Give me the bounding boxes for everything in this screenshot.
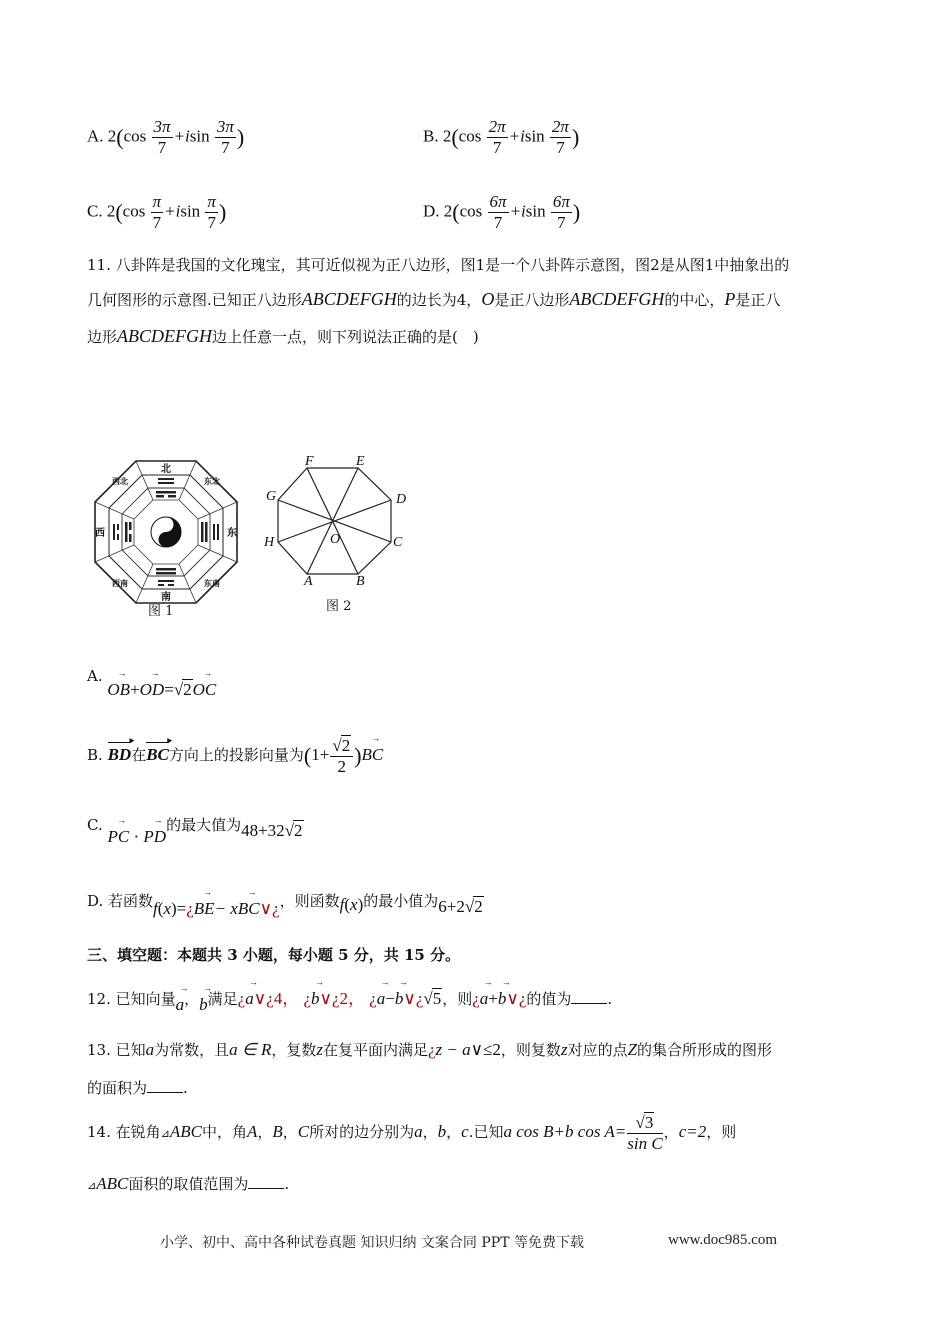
svg-text:G: G bbox=[266, 489, 277, 504]
bagua-diagram bbox=[92, 458, 240, 608]
svg-text:D: D bbox=[396, 492, 407, 507]
question-13-line2: 的面积为 . bbox=[87, 1079, 188, 1097]
svg-text:B: B bbox=[356, 574, 365, 589]
q10-option-d: D. 2(cos $\frac{6\pi}{7}$ +isin $\frac{6\pi}{7}$ ) bbox=[423, 192, 581, 232]
q11-option-c: C. → PC · → PD的最大值为48+32√2 bbox=[87, 814, 304, 835]
svg-text:F: F bbox=[305, 454, 314, 469]
svg-text:西: 西 bbox=[95, 528, 105, 539]
option-label: A. 2 bbox=[87, 126, 117, 146]
answer-blank bbox=[571, 989, 607, 1004]
q11-option-d: D. 若函数f(x)=¿→ BE− x→ BC∨¿，则函数f(x)的最小值为6+2√2 bbox=[87, 890, 484, 911]
q10-option-b: B. 2(cos $\frac{2\pi}{7}$ +isin $\frac{2\pi}{7}$ ) bbox=[423, 117, 580, 157]
svg-text:O: O bbox=[330, 532, 341, 547]
q11-option-a: A. → OB+→ OD=√2→ OC bbox=[87, 665, 216, 686]
answer-blank bbox=[248, 1174, 284, 1189]
svg-text:东南: 东南 bbox=[204, 579, 220, 588]
q11-line1: 11. 八卦阵是我国的文化瑰宝，其可近似视为正八边形，图1是一个八卦阵示意图，图2是从图1中抽象出的 bbox=[87, 256, 790, 274]
svg-text:E: E bbox=[356, 454, 365, 469]
answer-blank bbox=[147, 1078, 183, 1093]
svg-text:西南: 西南 bbox=[112, 579, 128, 588]
figure-2-caption: 图 2 bbox=[326, 599, 352, 614]
svg-text:南: 南 bbox=[161, 592, 171, 603]
footer-text: 小学、初中、高中各种试卷真题 知识归纳 文案合同 PPT 等免费下载 bbox=[160, 1235, 584, 1251]
svg-text:西北: 西北 bbox=[112, 477, 128, 486]
figure-1-bagua bbox=[92, 458, 240, 608]
question-13-line1: 13. 已知a为常数，且a ∈ R，复数z在复平面内满足¿z − a∨≤2，则复数z对应的点Z的集合所形成的图形 bbox=[87, 1040, 773, 1059]
figure-2-octagon bbox=[258, 450, 418, 590]
svg-text:东: 东 bbox=[227, 528, 237, 539]
q10-option-a: A. 2(cos $\frac{3\pi}{7}$ +isin $\frac{3\pi}{7}$ ) bbox=[87, 117, 245, 157]
q11-line3: 边形ABCDEFGH边上任意一点，则下列说法正确的是( ) bbox=[87, 326, 479, 346]
svg-text:H: H bbox=[264, 535, 275, 550]
question-12: 12. 已知向量→ a，→ b满足¿→ a∨¿4， ¿→ b∨¿2， ¿→ a−→ b∨¿√5，则¿→ a+→ b∨¿的值为 . bbox=[87, 984, 612, 1009]
q11-option-b: B. BD ▸在BC ▸方向上的投影向量为(1+ $\frac{√2}{2}$ )→ BC bbox=[87, 735, 383, 777]
svg-text:东北: 东北 bbox=[204, 477, 220, 486]
svg-text:A: A bbox=[304, 574, 313, 589]
svg-text:C: C bbox=[393, 535, 403, 550]
svg-text:北: 北 bbox=[161, 464, 171, 475]
question-14-line1: 14. 在锐角⊿ABC中，角A，B，C所对的边分别为a，b，c.已知a cos B+b cos A= $\frac{√3}{\text{sin C}}$ ，c=2，则 bbox=[87, 1113, 737, 1153]
footer-url[interactable]: www.doc985.com bbox=[668, 1232, 778, 1248]
section-3-heading: 三、填空题：本题共 3 小题，每小题 5 分，共 15 分。 bbox=[87, 946, 461, 964]
octagon-diagram bbox=[258, 450, 418, 590]
question-14-line2: ⊿ABC面积的取值范围为 . bbox=[87, 1174, 290, 1193]
q11-line2: 几何图形的示意图.已知正八边形ABCDEFGH的边长为4，O是正八边形ABCDEFGH的中心，P是正八 bbox=[87, 289, 781, 309]
figure-1-caption: 图 1 bbox=[148, 604, 174, 619]
q10-option-c: C. 2(cos $\frac{\pi}{7}$ +isin $\frac{\pi}{7}$ ) bbox=[87, 192, 227, 232]
